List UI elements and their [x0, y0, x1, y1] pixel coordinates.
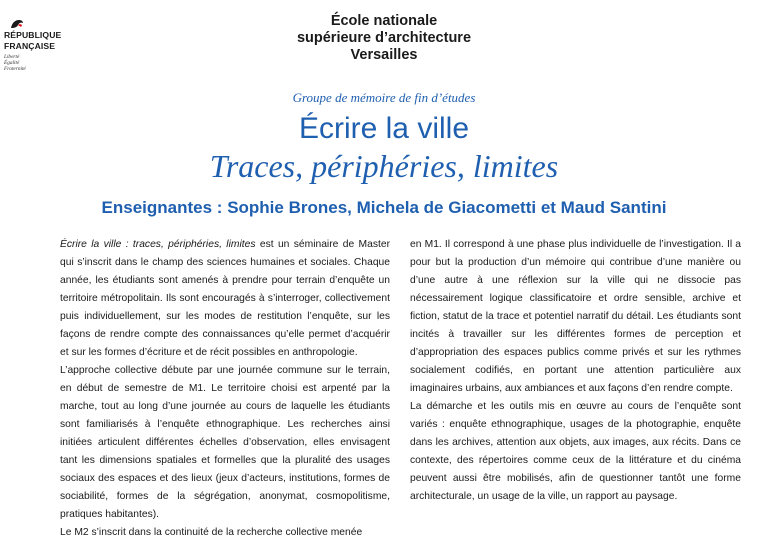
right-column: [410, 236, 741, 506]
group-label: Groupe de mémoire de fin d’études: [292, 90, 476, 105]
page-title: Écrire la ville: [298, 112, 470, 145]
logo-republique: RÉPUBLIQUE: [4, 30, 62, 40]
motto-fraternite: Fraternité: [4, 66, 26, 72]
school-line-1: École nationale: [330, 13, 438, 29]
school-line-2: supérieure d’architecture: [296, 30, 472, 46]
right-paragraph-2: La démarche et les outils mis en œuvre au cours de l’enquête sont variés : enquête ethnographique, usages de la photographie, enquête dans les archives, attention aux objets, aux images, aux récits. Dans ce contexte, des répertoires comme ceux de la littérature et du cinéma peuvent aussi être mobilisés, afin de questionner tantôt une forme architecturale, un usage de la ville, un rapport au paysage.: [410, 401, 741, 502]
left-paragraph-1-text: est un séminaire de Master qui s’inscrit dans le champ des sciences humaines et sociales. Chaque année, les étudiants sont amenés à prendre pour terrain d’enquête un territoire métropolitain. Ils sont encouragés à s’interroger, collectivement puis individuellement, sur les modes de restitution l’enquête, sur les façons de rendre compte des connaissances qu’elle permet d’acquérir et sur les formes d’écriture et de récit possibles en anthropologie.: [60, 239, 391, 358]
left-paragraph-3: Le M2 s’inscrit dans la continuité de la recherche collective menée: [60, 527, 363, 538]
school-name: [0, 13, 768, 64]
motto-liberte: Liberté: [4, 54, 20, 60]
school-line-3: Versailles: [350, 47, 418, 63]
logo-francaise: FRANÇAISE: [4, 40, 56, 51]
right-paragraph-1: en M1. Il correspond à une phase plus individuelle de l’investigation. Il a pour but la production d’un mémoire qui contribue d’une manière ou d’une autre à une réflexion sur la ville qui ne dissocie pas nécessairement logique classificatoire et ordre sensible, archive et fiction, statut de la trace et potentiel narratif du détail. Les étudiants sont incités à travailler sur les différentes formes de perception et d’appropriation des espaces publics comme privés et sur les rythmes socialement codifiés, en portant une attention particulière aux imaginaires urbains, aux ambiances et aux façons d’en rendre compte.: [410, 239, 741, 394]
motto-egalite: Égalité: [4, 60, 20, 66]
seminar-title-italic: Écrire la ville : traces, périphéries, limites: [60, 239, 256, 250]
left-paragraph-1: [60, 236, 390, 362]
page-subtitle: Traces, périphéries, limites: [209, 148, 559, 184]
teachers-line: Enseignantes : Sophie Brones, Michela de Giacometti et Maud Santini: [101, 198, 667, 217]
left-paragraph-2: L’approche collective débute par une journée commune sur le terrain, en début de semestre de M1. Le territoire choisi est arpenté par la marche, tout au long d’une journée au cours de laquelle les étudiants sont familiarisés à l’enquête ethnographique. Les recherches ainsi initiées articulent différentes échelles d’observation, elles envisagent tant les dimensions spatiales et formelles que la pluralité des usages sociaux des espaces et des lieux (jeux d’acteurs, institutions, formes de sociabilité, formes de la ségrégation, anonymat, cosmopolitisme, pratiques habitantes).: [60, 365, 390, 520]
left-column: [60, 236, 390, 542]
